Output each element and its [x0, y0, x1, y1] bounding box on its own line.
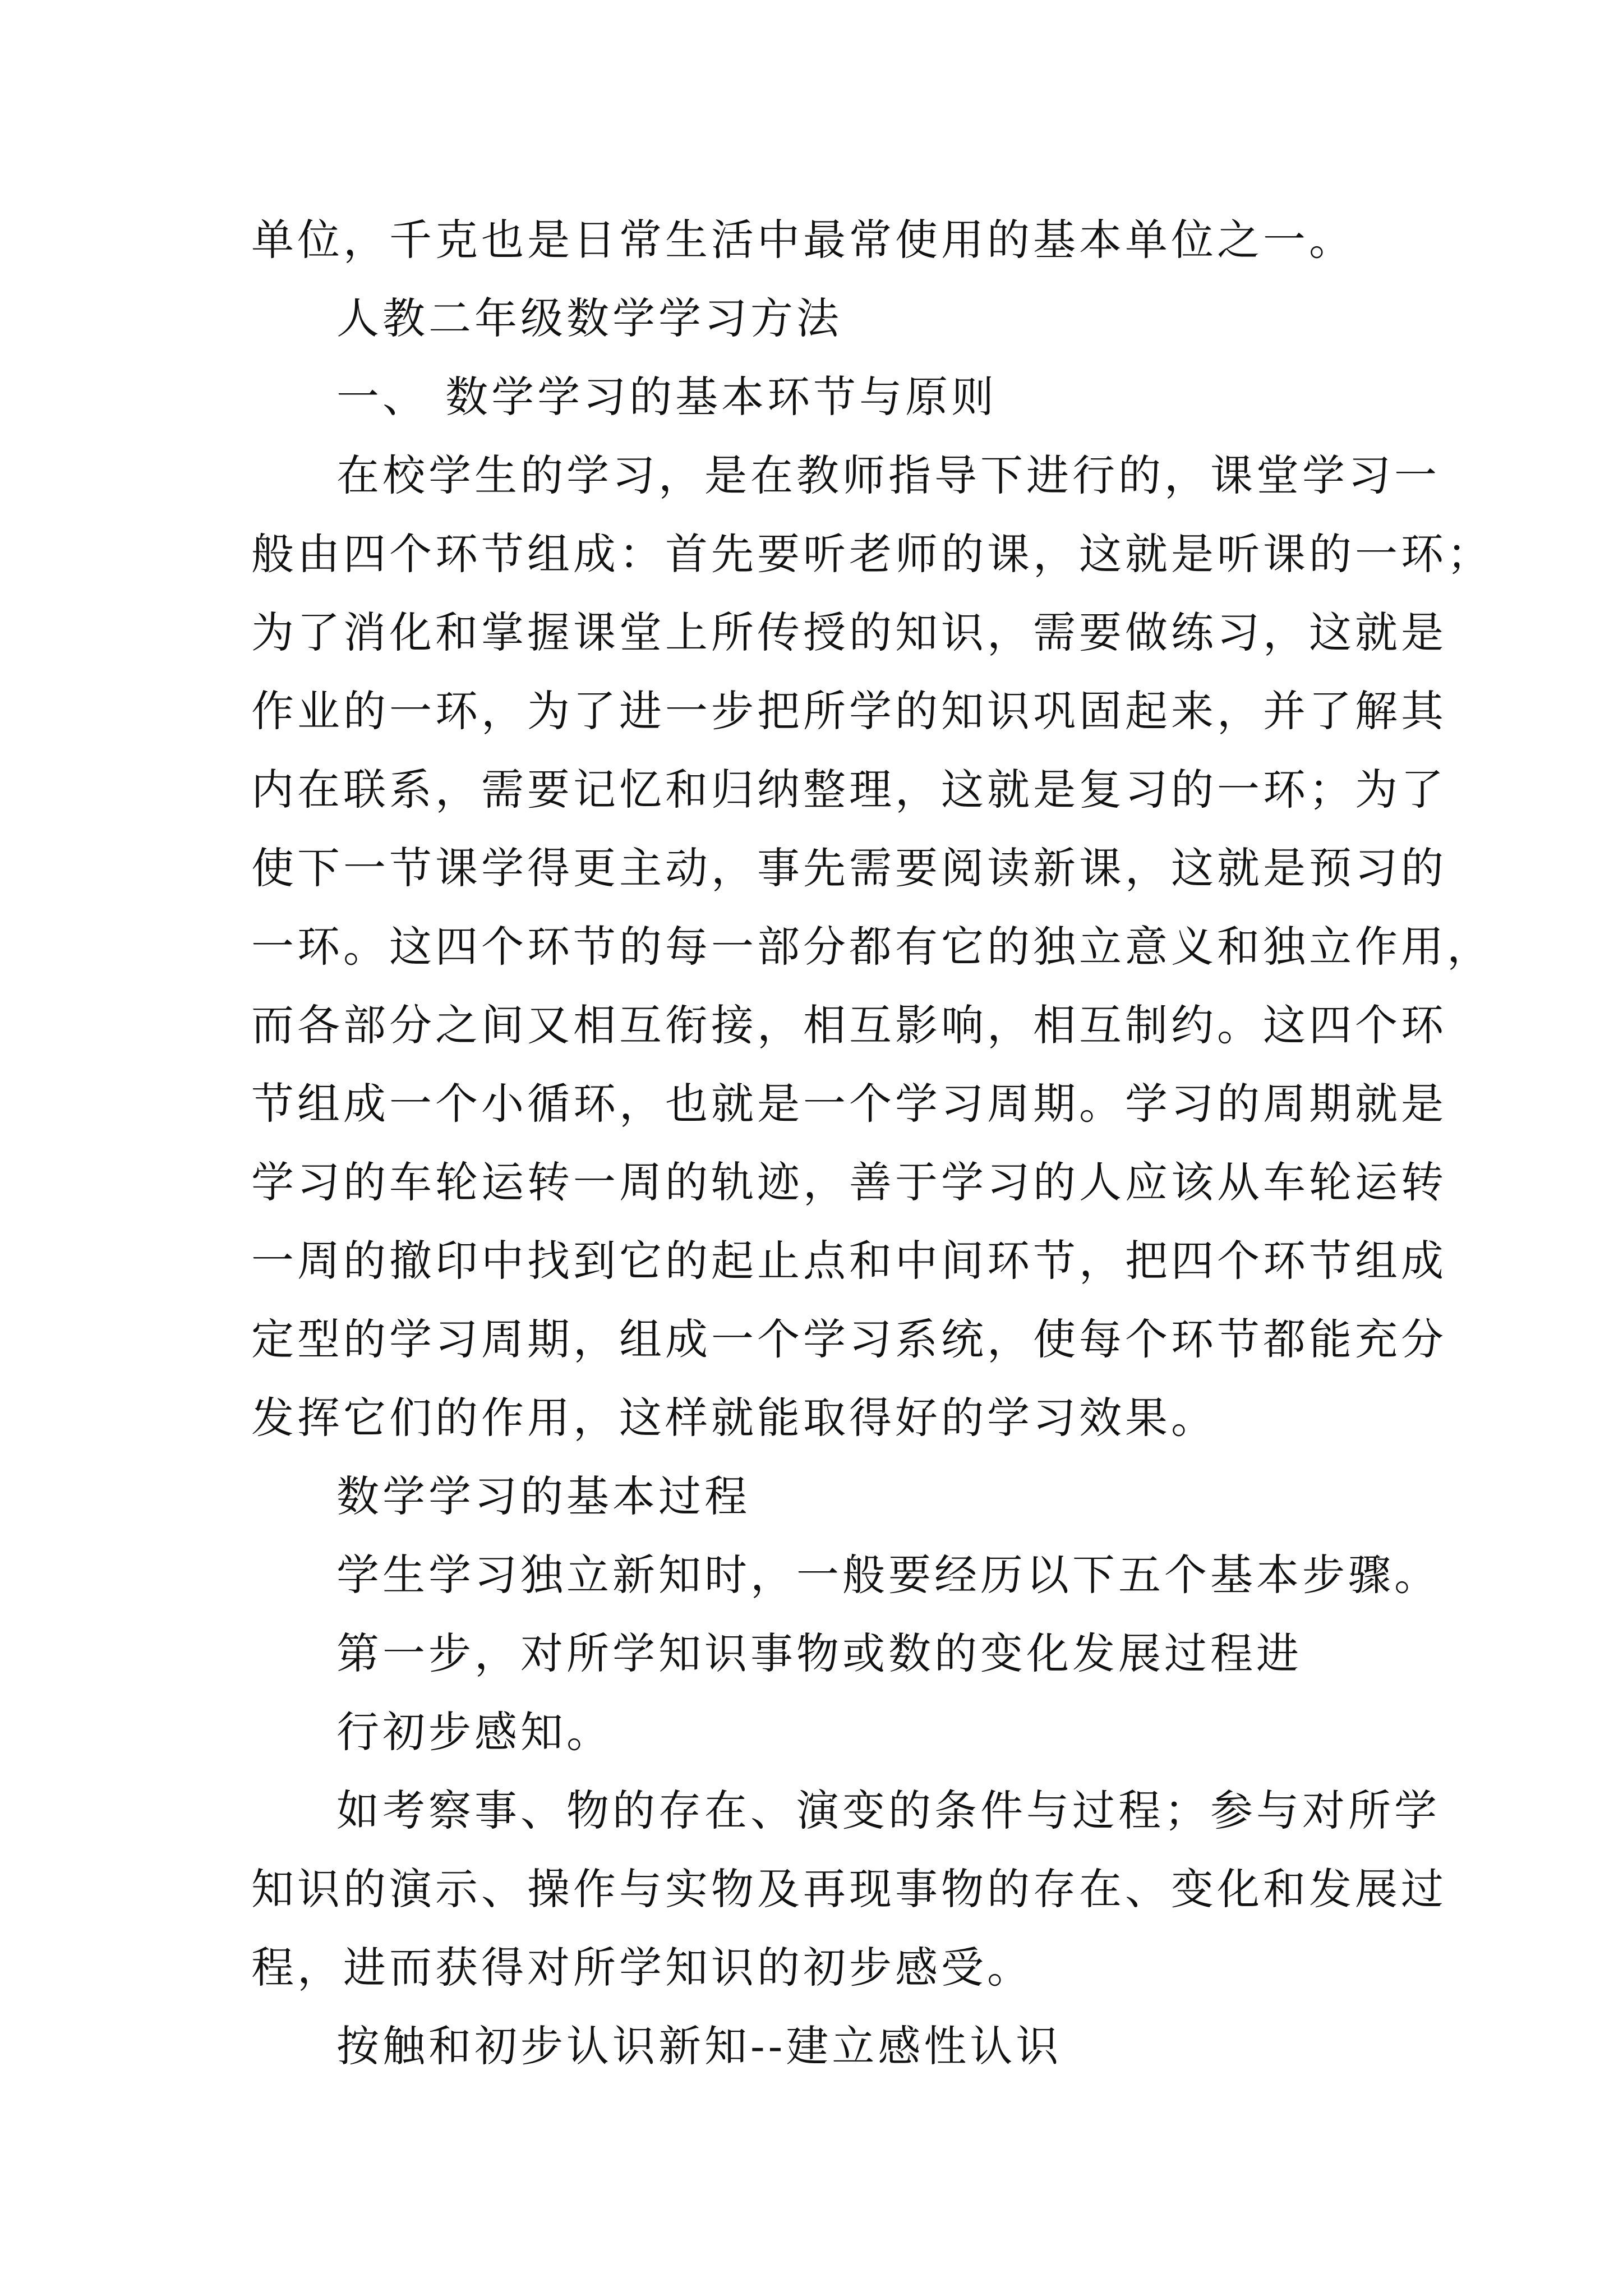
text-line: 行初步感知。	[336, 1707, 612, 1757]
text-line: 在校学生的学习，是在教师指导下进行的，课堂学习一	[336, 450, 1440, 500]
text-line: 发挥它们的作用，这样就能取得好的学习效果。	[251, 1393, 1217, 1443]
text-line: 般由四个环节组成：首先要听老师的课，这就是听课的一环；	[251, 529, 1493, 579]
text-line: 一周的撤印中找到它的起止点和中间环节，把四个环节组成	[251, 1236, 1447, 1286]
text-line: 内在联系，需要记忆和归纳整理，这就是复习的一环；为了	[251, 765, 1447, 815]
text-line: 第一步，对所学知识事物或数的变化发展过程进	[336, 1628, 1302, 1678]
text-line: 作业的一环，为了进一步把所学的知识巩固起来，并了解其	[251, 686, 1447, 736]
text-line: 如考察事、物的存在、演变的条件与过程；参与对所学	[336, 1786, 1440, 1835]
section-heading: 人教二年级数学学习方法	[336, 293, 842, 343]
text-line: 按触和初步认识新知--建立感性认识	[336, 2021, 1062, 2071]
text-line: 节组成一个小循环，也就是一个学习周期。学习的周期就是	[251, 1079, 1447, 1129]
text-line: 而各部分之间又相互衔接，相互影响，相互制约。这四个环	[251, 1000, 1447, 1050]
text-line: 为了消化和掌握课堂上所传授的知识，需要做练习，这就是	[251, 608, 1447, 657]
text-line: 定型的学习周期，组成一个学习系统，使每个环节都能充分	[251, 1314, 1447, 1364]
text-line: 程，进而获得对所学知识的初步感受。	[251, 1943, 1033, 1993]
text-line: 使下一节课学得更主动，事先需要阅读新课，这就是预习的	[251, 843, 1447, 893]
text-line: 学习的车轮运转一周的轨迹，善于学习的人应该从车轮运转	[251, 1157, 1447, 1207]
section-heading: 数学学习的基本过程	[336, 1471, 750, 1521]
text-line: 知识的演示、操作与实物及再现事物的存在、变化和发展过	[251, 1864, 1447, 1914]
text-line: 学生学习独立新知时，一般要经历以下五个基本步骤。	[336, 1550, 1440, 1600]
text-line: 一环。这四个环节的每一部分都有它的独立意义和独立作用，	[251, 922, 1493, 972]
text-line: 单位，千克也是日常生活中最常使用的基本单位之一。	[251, 215, 1355, 265]
section-heading: 一、 数学学习的基本环节与原则	[336, 372, 998, 422]
